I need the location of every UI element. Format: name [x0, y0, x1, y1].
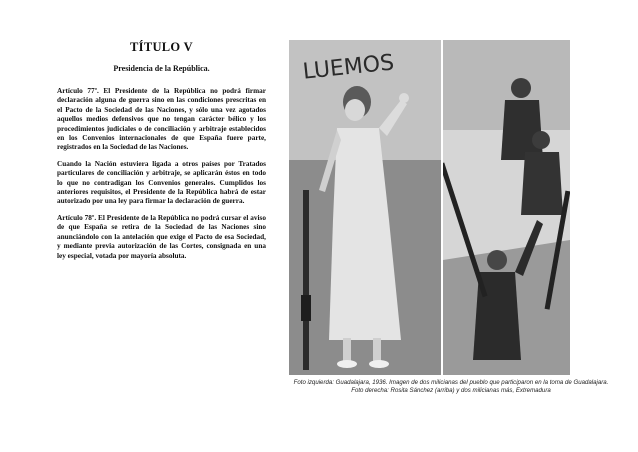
page-subtitle: Presidencia de la República.	[113, 64, 210, 73]
caption-right-photo: Foto derecha: Rosita Sánchez (arriba) y dos milicianas más, Extremadura	[351, 387, 551, 394]
article-77-paragraph: Artículo 77º. El Presidente de la República no podrá firmar declaración alguna de guerra sino en las condiciones prescritas en el Pacto de la Sociedad de las Naciones, y sólo una vez agotados aquellos medios defensivos que no tengan carácter bélico y los procedimientos judiciales o de conciliación y arbitraje establecidos en los Convenios internacionales de que España fuere parte, registrados en la Sociedad de las Naciones.	[57, 87, 266, 152]
articles-body	[57, 87, 266, 261]
article-77-continuation-paragraph: Cuando la Nación estuviera ligada a otros países por Tratados particulares de conciliación y arbitraje, se aplicarán éstos en todo lo que no contradigan los Convenios generales. Cumplidos los anteriores requisitos, el Presidente de la República habrá de estar autorizado por una ley para firmar la declaración de guerra.	[57, 159, 266, 206]
caption-left-photo: Foto izquierda: Guadalajara, 1936. Imagen de dos milicianas del pueblo que participaron en la toma de Guadalajara.	[293, 379, 609, 386]
militia-women-group-photo-icon	[443, 40, 570, 375]
militia-woman-photo-icon	[289, 40, 441, 375]
photo-caption	[286, 379, 616, 395]
article-78-paragraph: Artículo 78º. El Presidente de la República no podrá cursar el aviso de que España se retira de la Sociedad de las Naciones sino anunciándolo con la antelación que exige el Pacto de esa Sociedad, y mediante previa autorización de las Cortes, consignada en una ley especial, votada por mayoría absoluta.	[57, 213, 266, 260]
wall-graffiti-text: LUEMOS	[301, 50, 396, 85]
page-title: TÍTULO V	[130, 40, 193, 54]
photo-pair	[289, 40, 570, 375]
text-column	[57, 40, 266, 268]
